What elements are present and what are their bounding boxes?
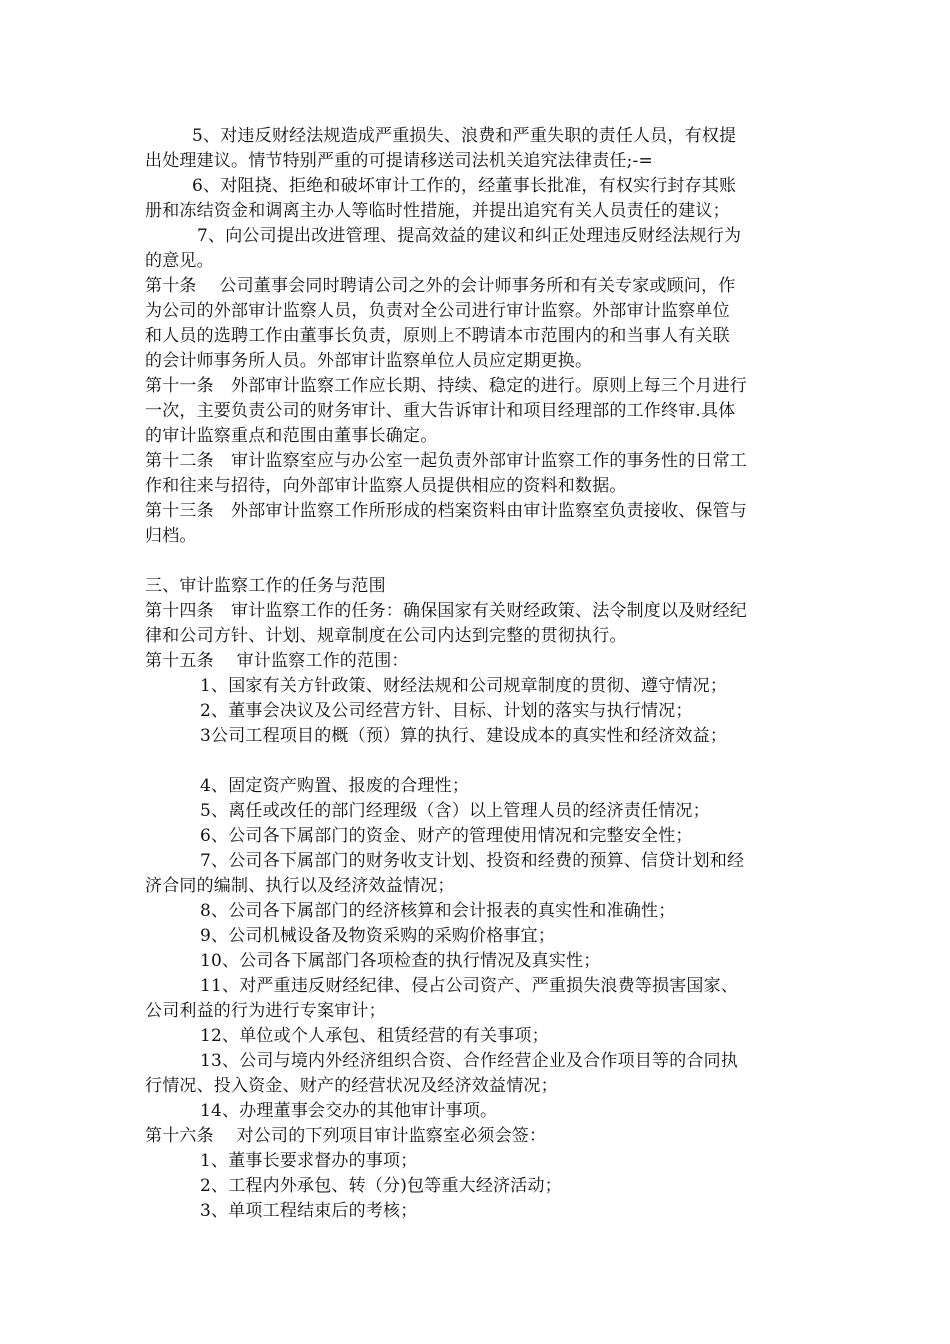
article-line: 第十六条 对公司的下列项目审计监察室必须会签： [145,1126,547,1146]
article-line: 第十一条 外部审计监察工作应长期、持续、稳定的进行。原则上每三个月进行 [145,376,747,396]
paragraph-line: 和人员的选聘工作由董事长负责，原则上不聘请本市范围内的和当事人有关联 [145,326,730,346]
list-item: 1、国家有关方针政策、财经法规和公司规章制度的贯彻、遵守情况； [200,676,728,696]
paragraph-line: 一次，主要负责公司的财务审计、重大告诉审计和项目经理部的工作终审.具体 [145,401,736,421]
paragraph-line: 5、对违反财经法规造成严重损失、浪费和严重失职的责任人员，有权提 [192,126,737,146]
paragraph-line: 7、向公司提出改进管理、提高效益的建议和纠正处理违反财经法规行为 [197,226,742,246]
list-item: 2、董事会决议及公司经营方针、目标、计划的落实与执行情况； [200,701,693,721]
list-item: 1、董事长要求督办的事项； [200,1151,418,1171]
article-line: 第十四条 审计监察工作的任务：确保国家有关财经政策、法令制度以及财经纪 [145,601,747,621]
list-item: 13、公司与境内外经济组织合资、合作经营企业及合作项目等的合同执 [200,1051,739,1071]
section-heading: 三、审计监察工作的任务与范围 [145,576,386,596]
list-item-continuation: 济合同的编制、执行以及经济效益情况； [145,876,455,896]
list-item: 9、公司机械设备及物资采购的采购价格事宜； [200,926,556,946]
list-item: 3公司工程项目的概（预）算的执行、建设成本的真实性和经济效益； [200,726,728,746]
list-item-continuation: 公司利益的行为进行专案审计； [145,1001,386,1021]
list-item: 3、单项工程结束后的考核； [200,1201,418,1221]
article-line: 第十五条 审计监察工作的范围： [145,651,409,671]
list-item: 2、工程内外承包、转（分)包等重大经济活动； [200,1176,562,1196]
list-item: 12、单位或个人承包、租赁经营的有关事项； [200,1026,549,1046]
list-item: 4、固定资产购置、报废的合理性； [200,776,470,796]
list-item: 10、公司各下属部门各项检查的执行情况及真实性； [200,951,601,971]
paragraph-line: 作和往来与招待，向外部审计监察人员提供相应的资料和数据。 [145,476,627,496]
list-item-continuation: 行情况、投入资金、财产的经营状况及经济效益情况； [145,1076,558,1096]
paragraph-line: 的审计监察重点和范围由董事长确定。 [145,426,438,446]
list-item: 11、对严重违反财经纪律、侵占公司资产、严重损失浪费等损害国家、 [200,976,739,996]
list-item: 7、公司各下属部门的财务收支计划、投资和经费的预算、信贷计划和经 [200,851,745,871]
paragraph-line: 的意见。 [145,251,214,271]
paragraph-line: 出处理建议。情节特别严重的可提请移送司法机关追究法律责任;-= [145,151,653,171]
article-line: 第十三条 外部审计监察工作所形成的档案资料由审计监察室负责接收、保管与 [145,501,747,521]
paragraph-line: 册和冻结资金和调离主办人等临时性措施，并提出追究有关人员责任的建议； [145,201,730,221]
list-item: 8、公司各下属部门的经济核算和会计报表的真实性和准确性； [200,901,676,921]
paragraph-line: 律和公司方针、计划、规章制度在公司内达到完整的贯彻执行。 [145,626,627,646]
list-item: 14、办理董事会交办的其他审计事项。 [200,1101,498,1121]
paragraph-line: 的会计师事务所人员。外部审计监察单位人员应定期更换。 [145,351,593,371]
list-item: 5、离任或改任的部门经理级（含）以上管理人员的经济责任情况； [200,801,710,821]
paragraph-line: 6、对阻挠、拒绝和破坏审计工作的，经董事长批准，有权实行封存其账 [192,176,737,196]
article-line: 第十二条 审计监察室应与办公室一起负责外部审计监察工作的事务性的日常工 [145,451,747,471]
paragraph-line: 归档。 [145,526,197,546]
article-line: 第十条 公司董事会同时聘请公司之外的会计师事务所和有关专家或顾问，作 [145,276,736,296]
paragraph-line: 为公司的外部审计监察人员，负责对全公司进行审计监察。外部审计监察单位 [145,301,730,321]
list-item: 6、公司各下属部门的资金、财产的管理使用情况和完整安全性； [200,826,693,846]
